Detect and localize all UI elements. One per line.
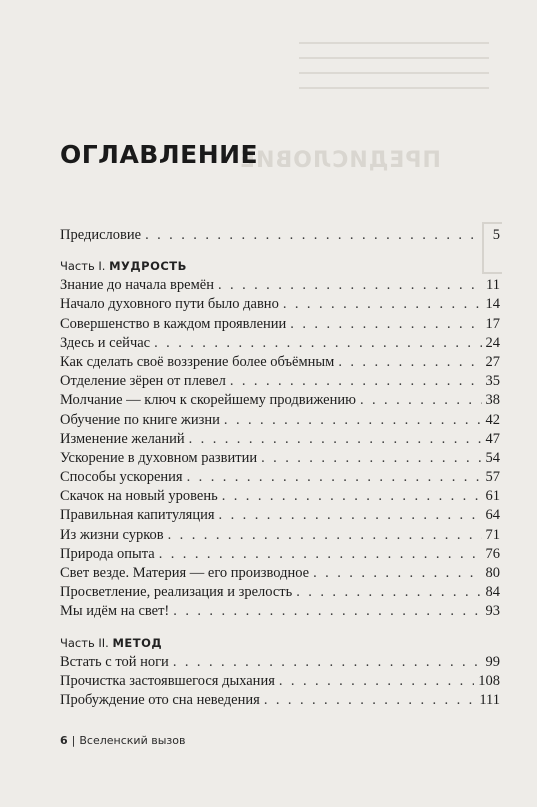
toc-entry-page: 84	[485, 584, 500, 601]
toc-entry[interactable]	[60, 526, 500, 545]
dot-leader	[173, 653, 482, 672]
toc-entry-page: 24	[485, 334, 500, 351]
part-label: Часть I.	[60, 259, 106, 274]
dot-leader	[159, 545, 482, 564]
toc-entry-page: 5	[492, 227, 500, 243]
toc-entry-title: Скачок на новый уровень	[60, 488, 218, 505]
toc-entry-title: Мы идём на свет!	[60, 603, 170, 620]
toc-entry-title: Просветление, реализация и зрелость	[60, 584, 293, 601]
toc-entry-title: Из жизни сурков	[60, 526, 164, 543]
toc-entry-title: Способы ускорения	[60, 469, 183, 486]
bleed-through-lines	[299, 42, 489, 102]
toc-entry-page: 27	[485, 353, 500, 370]
toc-entry-title: Совершенство в каждом проявлении	[60, 315, 287, 332]
footer-separator: |	[71, 734, 76, 747]
toc-entry-page: 54	[485, 449, 500, 466]
part-name: МУДРОСТЬ	[109, 259, 187, 274]
toc-entry-page: 57	[485, 469, 500, 486]
dot-leader	[264, 691, 476, 710]
table-of-contents	[60, 226, 500, 710]
toc-entry[interactable]	[60, 334, 500, 353]
toc-entry[interactable]	[60, 372, 500, 391]
dot-leader	[189, 430, 482, 449]
dot-leader	[218, 276, 482, 295]
toc-entry-title: Здесь и сейчас	[60, 334, 151, 351]
dot-leader	[187, 468, 482, 487]
dot-leader	[283, 295, 482, 314]
toc-entry-title: Встать с той ноги	[60, 653, 169, 670]
toc-entry-title: Ускорение в духовном развитии	[60, 449, 258, 466]
dot-leader	[313, 564, 481, 583]
dot-leader	[290, 315, 481, 334]
toc-entry-title: Предисловие	[60, 227, 142, 243]
part-heading	[60, 257, 500, 276]
dot-leader	[279, 672, 474, 691]
toc-entry-title: Отделение зёрен от плевел	[60, 373, 226, 390]
part-heading	[60, 634, 500, 653]
dot-leader	[173, 602, 481, 621]
toc-entry-title: Прочистка застоявшегося дыхания	[60, 672, 275, 689]
toc-entry[interactable]	[60, 226, 500, 245]
toc-entry-page: 42	[485, 411, 500, 428]
toc-entry-page: 11	[486, 277, 500, 294]
toc-entry[interactable]	[60, 391, 500, 410]
page-number: 6	[60, 734, 68, 747]
toc-entry-page: 76	[485, 545, 500, 562]
toc-entry[interactable]	[60, 430, 500, 449]
dot-leader	[360, 391, 482, 410]
toc-entry[interactable]	[60, 691, 500, 710]
toc-entry-title: Как сделать своё воззрение более объёмным	[60, 353, 335, 370]
dot-leader	[222, 487, 482, 506]
part-name: МЕТОД	[112, 635, 163, 650]
toc-entry-title: Знание до начала времён	[60, 277, 214, 294]
toc-entry[interactable]	[60, 672, 500, 691]
toc-entry-title: Природа опыта	[60, 545, 155, 562]
page-footer	[60, 734, 185, 747]
toc-entry-page: 71	[485, 526, 500, 543]
dot-leader	[154, 334, 481, 353]
toc-entry-page: 111	[479, 691, 500, 708]
toc-entry[interactable]	[60, 602, 500, 621]
toc-entry-page: 61	[485, 488, 500, 505]
toc-entry-title: Начало духовного пути было давно	[60, 296, 279, 313]
toc-entry[interactable]	[60, 449, 500, 468]
dot-leader	[296, 583, 481, 602]
toc-entry-title: Обучение по книге жизни	[60, 411, 220, 428]
toc-entry-title: Молчание — ключ к скорейшему продвижению	[60, 392, 356, 409]
toc-entry[interactable]	[60, 545, 500, 564]
toc-entry-page: 108	[478, 672, 500, 689]
bleed-through-heading: ПРЕДИСЛОВИЕ	[239, 148, 441, 173]
page-title: ОГЛАВЛЕНИЕ	[60, 140, 259, 169]
toc-entry[interactable]	[60, 276, 500, 295]
toc-entry-title: Пробуждение ото сна неведения	[60, 691, 260, 708]
toc-entry-page: 99	[485, 653, 500, 670]
dot-leader	[338, 353, 481, 372]
dot-leader	[230, 372, 482, 391]
dot-leader	[224, 411, 482, 430]
toc-entry-title: Правильная капитуляция	[60, 507, 215, 524]
toc-entry-page: 93	[485, 603, 500, 620]
toc-entry[interactable]	[60, 564, 500, 583]
toc-entry[interactable]	[60, 583, 500, 602]
part-label: Часть II.	[60, 635, 109, 650]
toc-entry[interactable]	[60, 353, 500, 372]
toc-entry[interactable]	[60, 411, 500, 430]
toc-entry[interactable]	[60, 315, 500, 334]
dot-leader	[261, 449, 481, 468]
toc-entry-page: 80	[485, 565, 500, 581]
book-title: Вселенский вызов	[79, 734, 186, 747]
toc-entry-page: 14	[485, 296, 500, 313]
dot-leader	[219, 506, 482, 525]
toc-entry-page: 17	[485, 315, 500, 332]
toc-entry[interactable]	[60, 468, 500, 487]
dot-leader	[168, 526, 482, 545]
toc-entry-page: 38	[485, 392, 500, 409]
toc-entry-page: 35	[485, 373, 500, 390]
toc-entry[interactable]	[60, 295, 500, 314]
toc-entry-page: 64	[485, 507, 500, 524]
toc-entry-title: Свет везде. Материя — его производное	[60, 565, 310, 581]
toc-entry[interactable]	[60, 487, 500, 506]
toc-entry-page: 47	[485, 430, 500, 447]
toc-entry-title: Изменение желаний	[60, 430, 185, 447]
toc-entry[interactable]	[60, 653, 500, 672]
toc-entry[interactable]	[60, 506, 500, 525]
dot-leader	[145, 226, 482, 245]
